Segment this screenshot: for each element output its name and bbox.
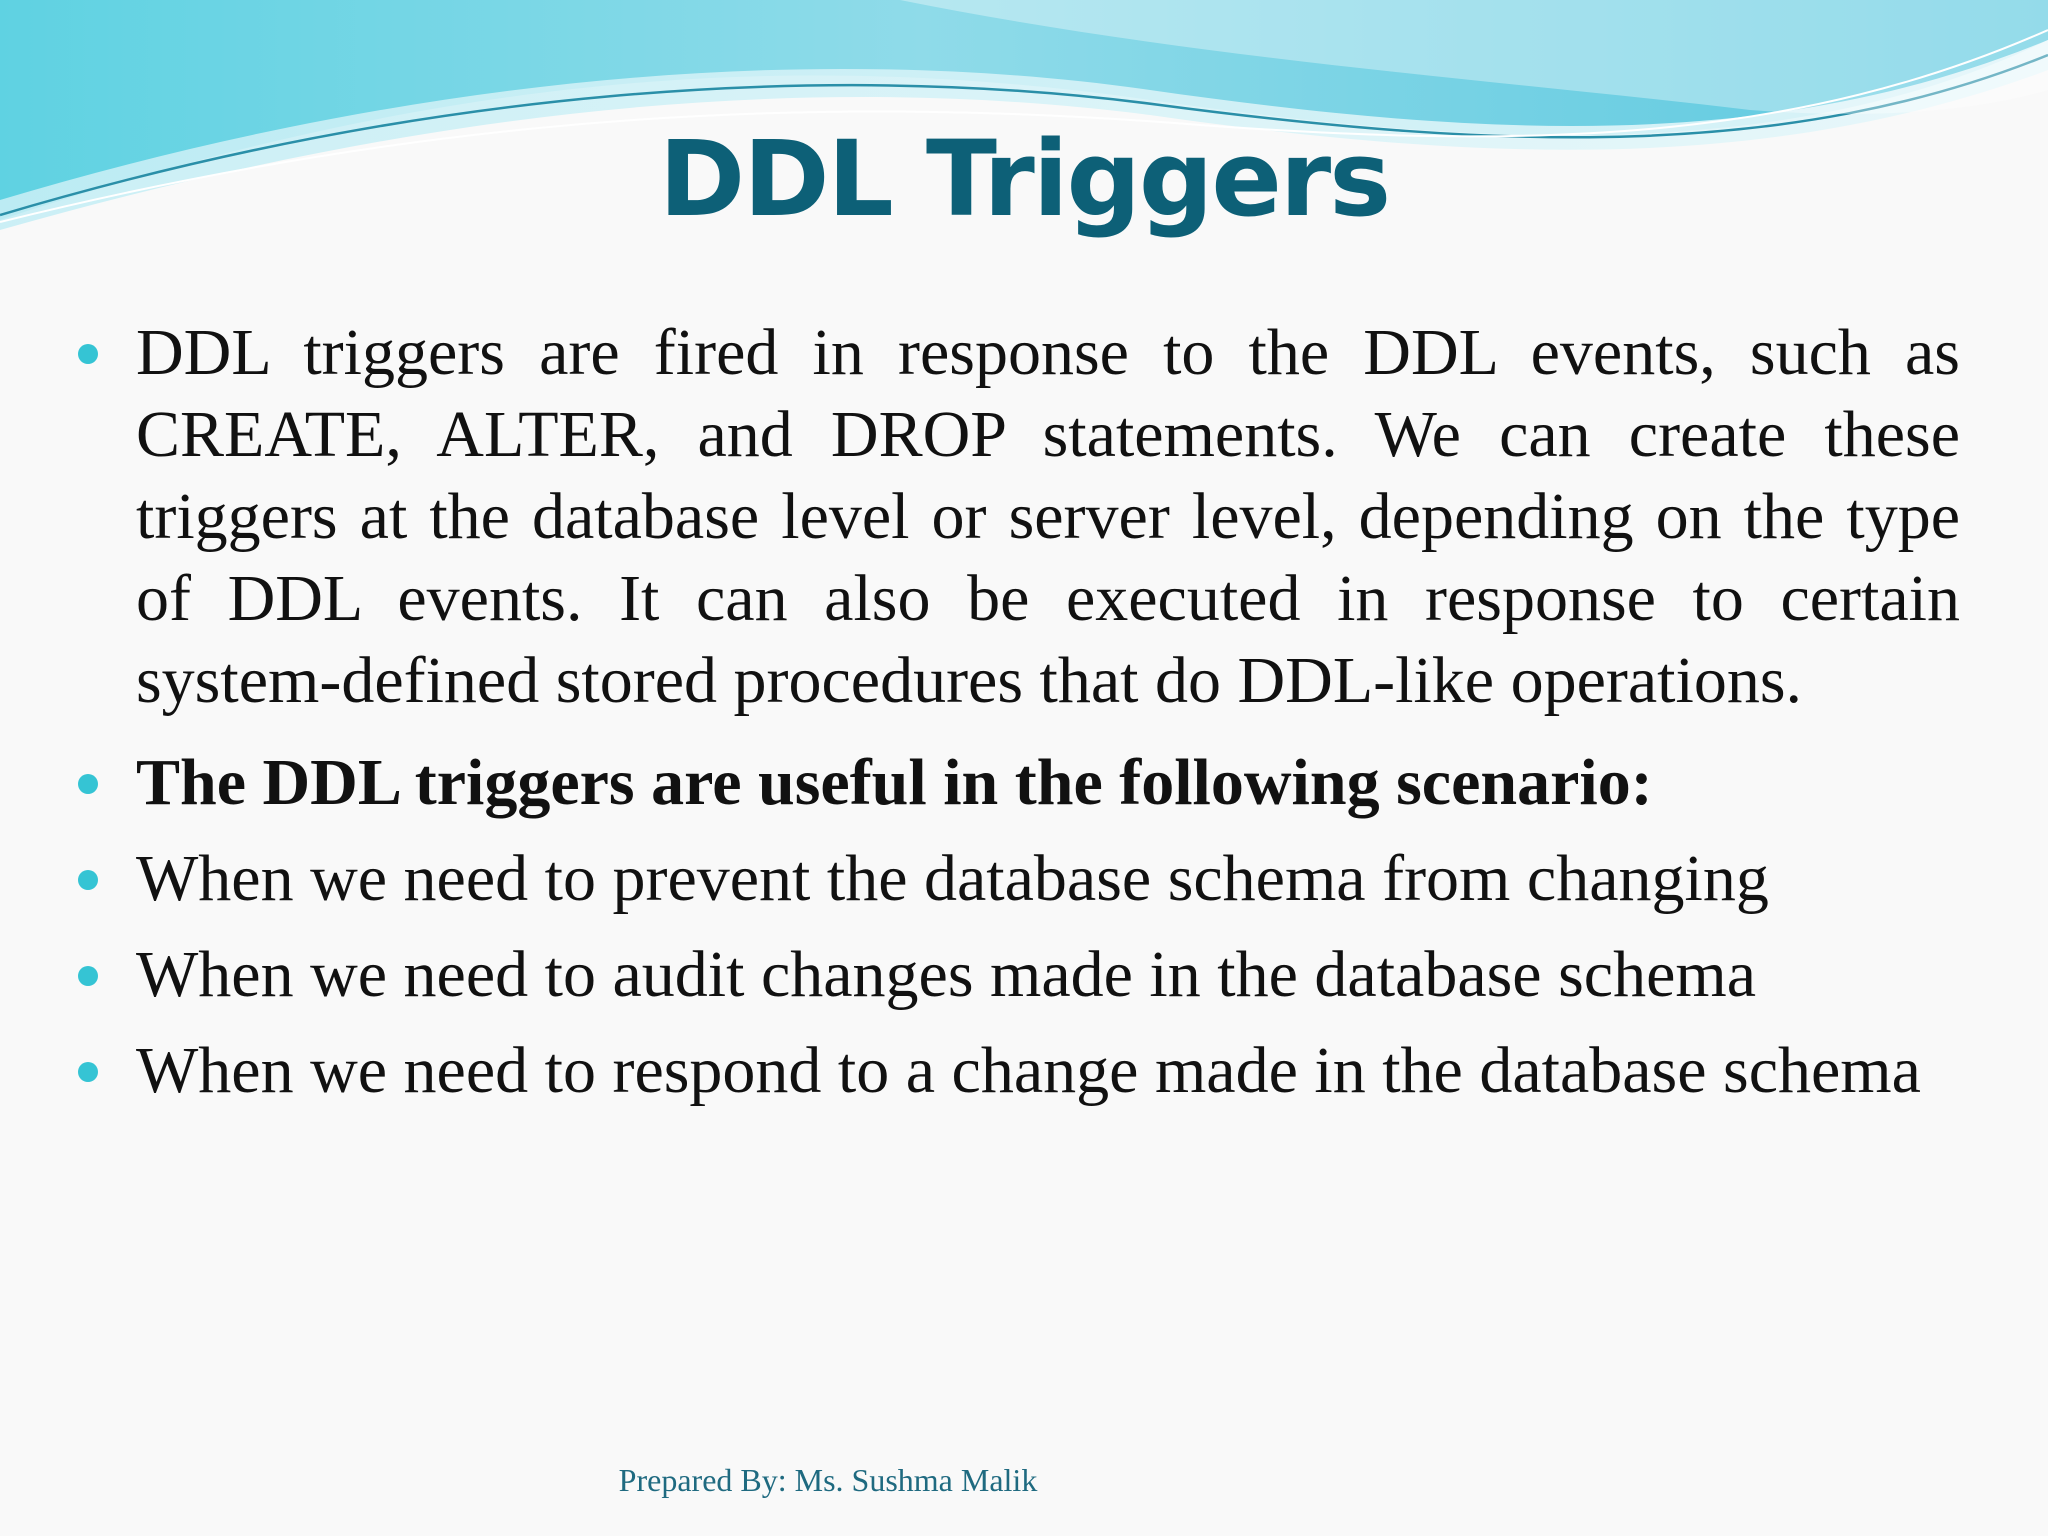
bullet-item bbox=[78, 1030, 1960, 1112]
bullet-list bbox=[78, 312, 1960, 1112]
bullet-dot-icon bbox=[78, 774, 98, 794]
bullet-item bbox=[78, 312, 1960, 722]
bullet-text: The DDL triggers are useful in the following scenario: bbox=[136, 746, 1653, 819]
bullet-text: DDL triggers are fired in response to the DDL events, such as CREATE, ALTER, and DROP statements. We can create these triggers at the database level or server level, depending on the type of DDL events. It can also be executed in response to certain system-defined stored procedures that do DDL-like operations. bbox=[136, 316, 1960, 717]
slide-title: DDL Triggers bbox=[658, 118, 1390, 240]
bullet-item bbox=[78, 838, 1960, 920]
bullet-dot-icon bbox=[78, 870, 98, 890]
bullet-dot-icon bbox=[78, 966, 98, 986]
bullet-text: When we need to prevent the database schema from changing bbox=[136, 842, 1769, 915]
bullet-dot-icon bbox=[78, 344, 98, 364]
bullet-dot-icon bbox=[78, 1062, 98, 1082]
footer-credit: Prepared By: Ms. Sushma Malik bbox=[618, 1462, 1038, 1498]
bullet-text: When we need to respond to a change made in the database schema bbox=[136, 1034, 1921, 1107]
bullet-item bbox=[78, 742, 1960, 824]
bullet-text: When we need to audit changes made in the database schema bbox=[136, 938, 1756, 1011]
bullet-item bbox=[78, 934, 1960, 1016]
